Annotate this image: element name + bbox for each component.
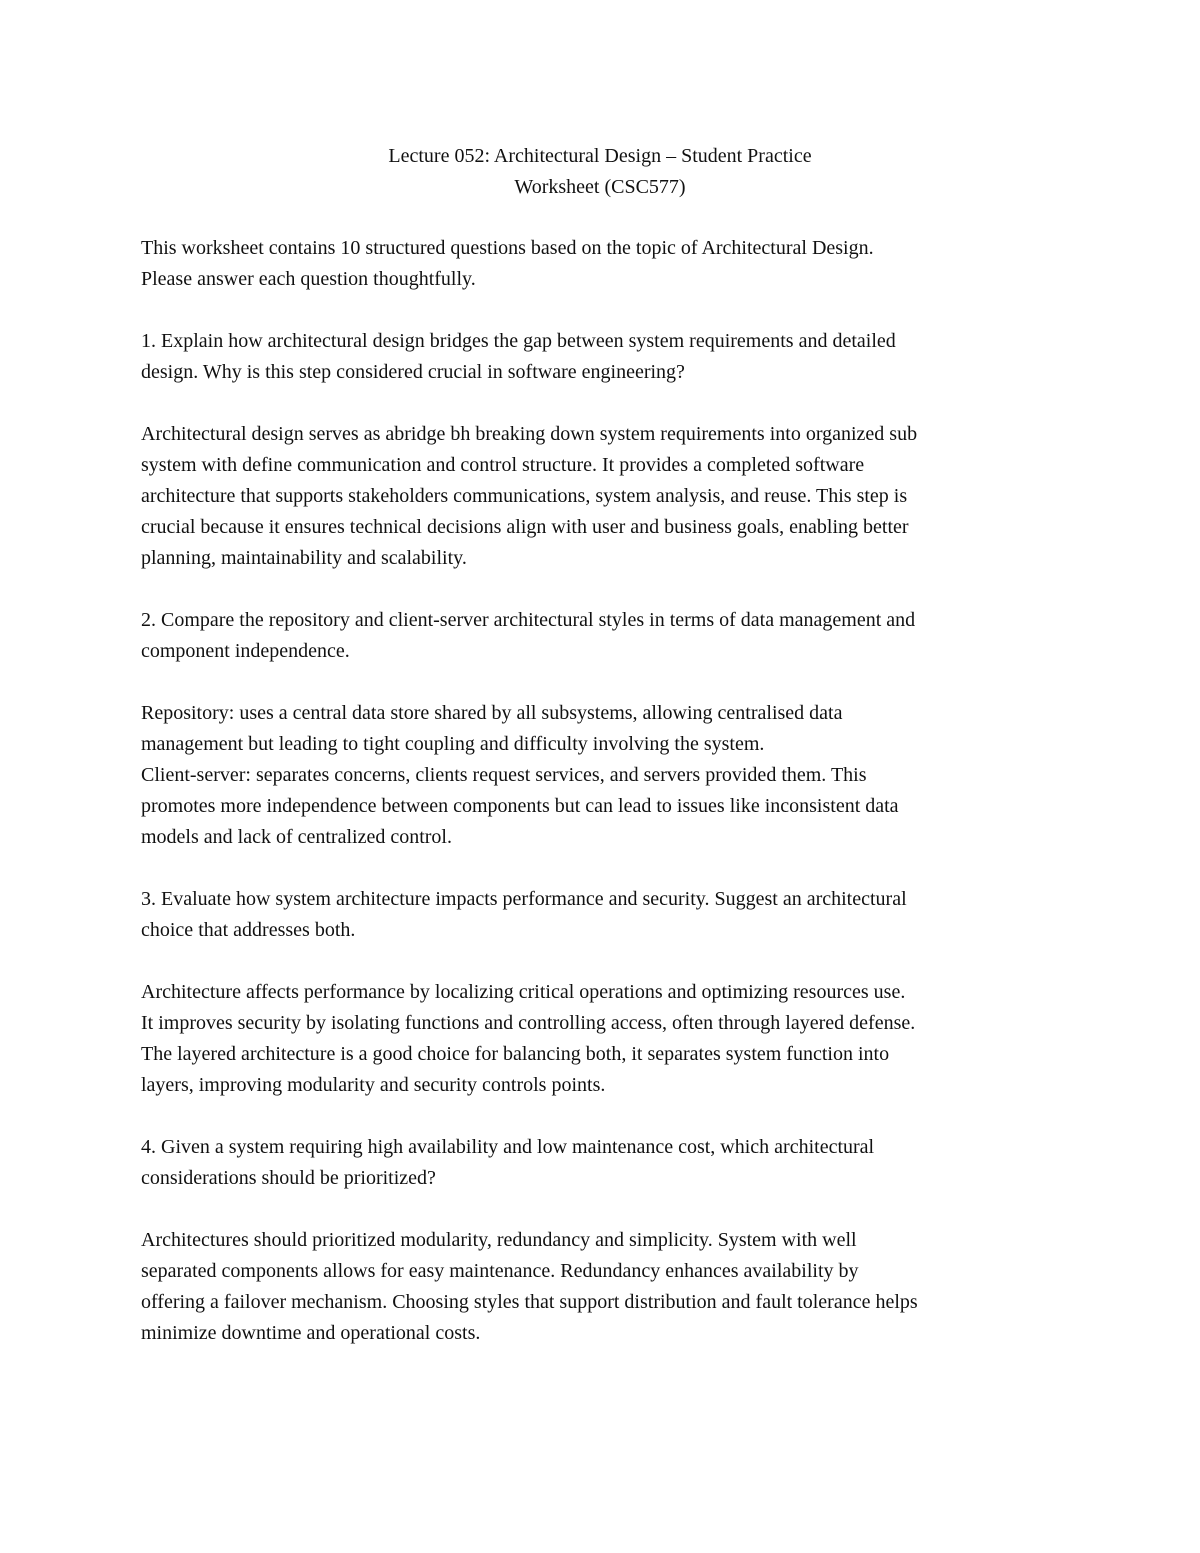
question-1-line: design. Why is this step considered crucial in software engineering? — [141, 361, 685, 383]
question-4-line: 4. Given a system requiring high availability and low maintenance cost, which architectural — [141, 1136, 875, 1158]
answer-2-line: management but leading to tight coupling and difficulty involving the system. — [141, 733, 765, 755]
question-2-line: component independence. — [141, 640, 350, 662]
answer-4-line: minimize downtime and operational costs. — [141, 1322, 481, 1344]
question-3 — [141, 884, 1061, 946]
question-4-line: considerations should be prioritized? — [141, 1167, 436, 1189]
answer-2-line: models and lack of centralized control. — [141, 826, 452, 848]
intro-paragraph — [141, 233, 1061, 295]
answer-2-line: promotes more independence between components but can lead to issues like inconsistent data — [141, 795, 899, 817]
question-2 — [141, 605, 1061, 667]
answer-3-line: The layered architecture is a good choice for balancing both, it separates system function into — [141, 1043, 890, 1065]
document-body — [141, 233, 1061, 1380]
intro-line: Please answer each question thoughtfully. — [141, 268, 476, 290]
answer-2-line: Repository: uses a central data store shared by all subsystems, allowing centralised data — [141, 702, 843, 724]
answer-4-line: Architectures should prioritized modularity, redundancy and simplicity. System with well — [141, 1229, 857, 1251]
answer-1-line: architecture that supports stakeholders communications, system analysis, and reuse. This step is — [141, 485, 908, 507]
title-line-2: Worksheet (CSC577) — [514, 176, 686, 198]
answer-4 — [141, 1225, 1061, 1349]
answer-3-line: It improves security by isolating functions and controlling access, often through layered defense. — [141, 1012, 916, 1034]
answer-2-line: Client-server: separates concerns, clients request services, and servers provided them. This — [141, 764, 867, 786]
answer-1-line: Architectural design serves as abridge bh breaking down system requirements into organized sub — [141, 423, 918, 445]
answer-1-line: system with define communication and control structure. It provides a completed software — [141, 454, 865, 476]
answer-3-line: layers, improving modularity and security controls points. — [141, 1074, 606, 1096]
question-4 — [141, 1132, 1061, 1194]
question-3-line: choice that addresses both. — [141, 919, 356, 941]
question-1-line: 1. Explain how architectural design bridges the gap between system requirements and detailed — [141, 330, 896, 352]
document-title — [0, 141, 1200, 203]
intro-line: This worksheet contains 10 structured questions based on the topic of Architectural Design. — [141, 237, 874, 259]
question-2-line: 2. Compare the repository and client-server architectural styles in terms of data management and — [141, 609, 916, 631]
answer-3-line: Architecture affects performance by localizing critical operations and optimizing resources use. — [141, 981, 906, 1003]
answer-4-line: offering a failover mechanism. Choosing styles that support distribution and fault tolerance helps — [141, 1291, 918, 1313]
title-line-1: Lecture 052: Architectural Design – Student Practice — [388, 145, 812, 167]
answer-1-line: planning, maintainability and scalability. — [141, 547, 467, 569]
answer-1-line: crucial because it ensures technical decisions align with user and business goals, enabling better — [141, 516, 909, 538]
answer-4-line: separated components allows for easy maintenance. Redundancy enhances availability by — [141, 1260, 859, 1282]
answer-3 — [141, 977, 1061, 1101]
answer-2 — [141, 698, 1061, 853]
question-1 — [141, 326, 1061, 388]
question-3-line: 3. Evaluate how system architecture impacts performance and security. Suggest an architectural — [141, 888, 907, 910]
answer-1 — [141, 419, 1061, 574]
